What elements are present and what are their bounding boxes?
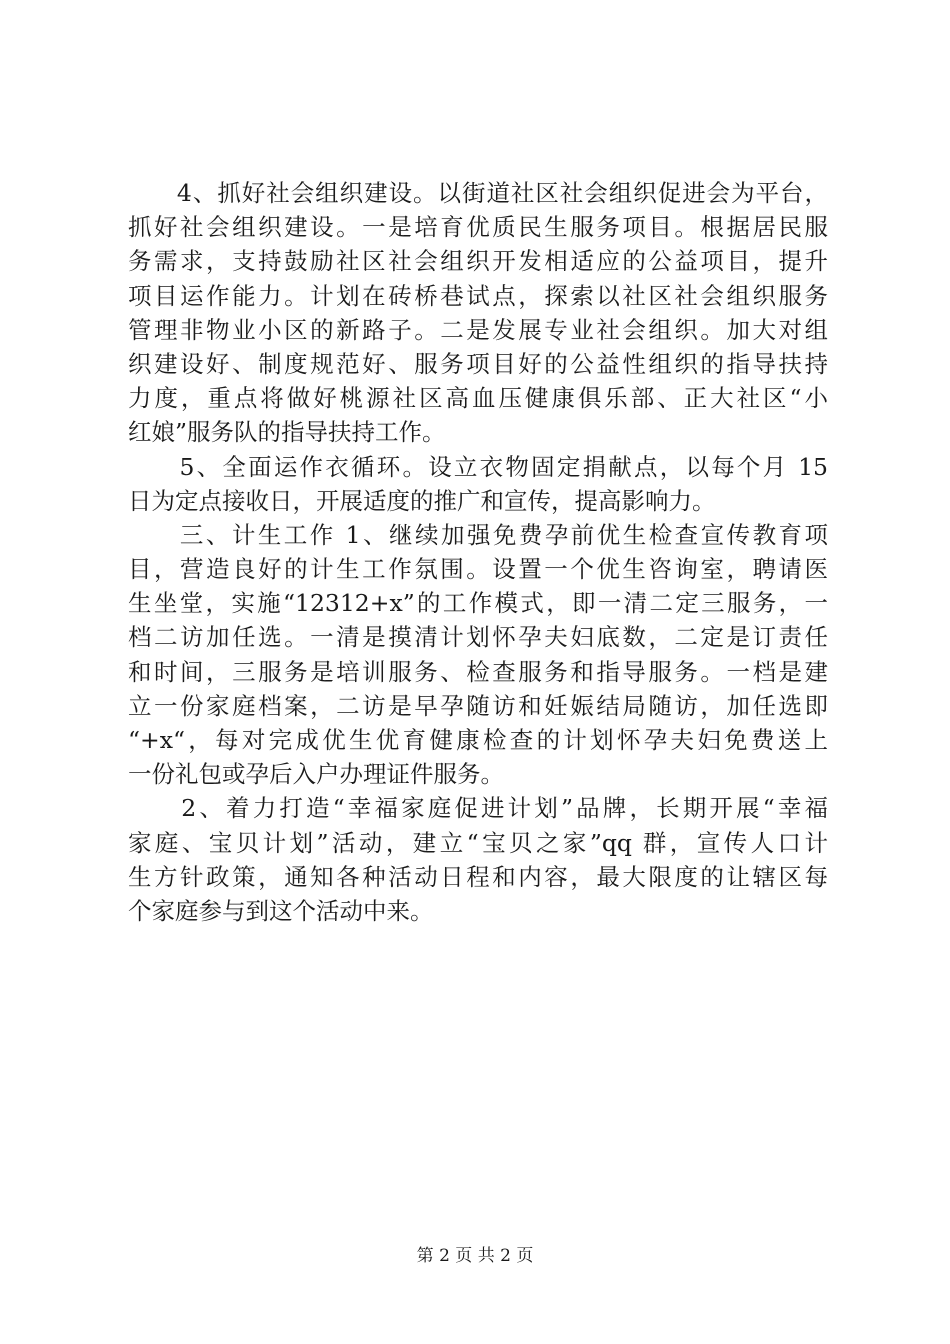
text-line: 2、着力打造“幸福家庭促进计划”品牌，长期开展“幸福 [128, 794, 828, 823]
text-line: 和时间，三服务是培训服务、检查服务和指导服务。一档是建 [128, 657, 828, 686]
text-line: 务需求，支持鼓励社区社会组织开发相适应的公益项目，提升 [128, 247, 828, 276]
text-line: 抓好社会组织建设。一是培育优质民生服务项目。根据居民服 [128, 213, 828, 242]
text-line: 档二访加任选。一清是摸清计划怀孕夫妇底数，二定是订责任 [128, 623, 828, 652]
text-line: 力度，重点将做好桃源社区高血压健康俱乐部、正大社区“小 [128, 384, 828, 413]
text-line: 一份礼包或孕后入户办理证件服务。 [128, 760, 504, 789]
text-line: 生坐堂，实施“12312+x”的工作模式，即一清二定三服务，一 [128, 589, 828, 618]
text-line: 立一份家庭档案，二访是早孕随访和妊娠结局随访，加任选即 [128, 691, 828, 720]
text-line: 个家庭参与到这个活动中来。 [128, 896, 434, 925]
text-line: 项目运作能力。计划在砖桥巷试点，探索以社区社会组织服务 [128, 281, 828, 310]
text-line: 日为定点接收日，开展适度的推广和宣传，提高影响力。 [128, 486, 716, 515]
text-line: 织建设好、制度规范好、服务项目好的公益性组织的指导扶持 [128, 349, 828, 378]
page-footer: 第 2 页 共 2 页 [416, 1246, 534, 1266]
text-line: “+x“，每对完成优生优育健康检查的计划怀孕夫妇免费送上 [128, 726, 828, 754]
document-body [128, 176, 828, 928]
text-line: 管理非物业小区的新路子。二是发展专业社会组织。加大对组 [128, 315, 828, 344]
text-line: 家庭、宝贝计划”活动，建立“宝贝之家”qq 群，宣传人口计 [128, 828, 828, 857]
text-line: 4、抓好社会组织建设。以街道社区社会组织促进会为平台， [128, 179, 828, 207]
text-line: 生方针政策，通知各种活动日程和内容，最大限度的让辖区每 [128, 862, 828, 891]
text-line: 5、全面运作衣循环。设立衣物固定捐献点，以每个月 15 [128, 452, 828, 481]
text-line: 目，营造良好的计生工作氛围。设置一个优生咨询室，聘请医 [128, 555, 828, 584]
text-line: 三、计生工作 1、继续加强免费孕前优生检查宣传教育项 [128, 520, 828, 549]
text-line: 红娘”服务队的指导扶持工作。 [128, 418, 446, 447]
